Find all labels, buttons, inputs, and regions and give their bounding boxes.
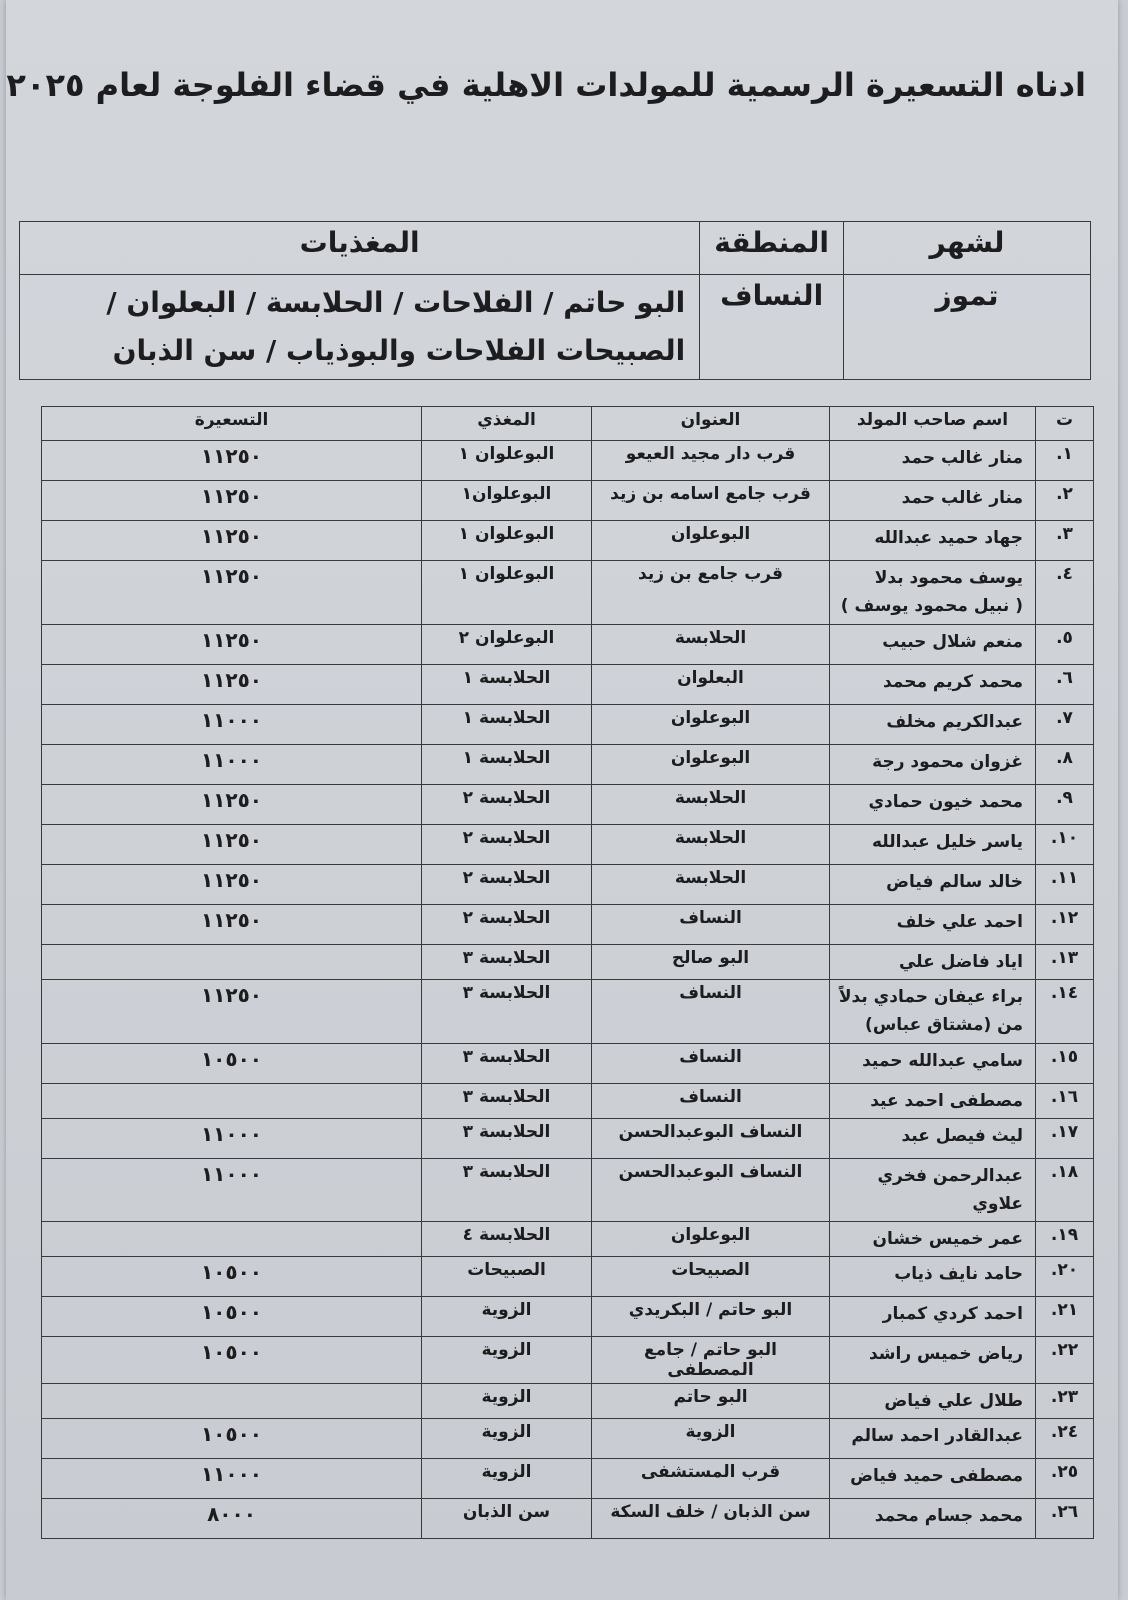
row-number: ٣. <box>1036 521 1094 561</box>
summary-header-feeders: المغذيات <box>20 222 700 275</box>
row-number: ٧. <box>1036 705 1094 745</box>
table-row <box>42 1044 1094 1084</box>
row-price <box>42 1384 422 1419</box>
owner-name: محمد كريم محمد <box>882 672 1023 692</box>
table-row <box>42 1384 1094 1419</box>
table-row <box>42 785 1094 825</box>
row-price: ١١٢٥٠ <box>42 441 422 481</box>
summary-table <box>19 221 1091 380</box>
row-number: ٢٦. <box>1036 1499 1094 1539</box>
generators-header-row <box>42 407 1094 441</box>
row-feeder: الحلابسة ٣ <box>422 1044 592 1084</box>
row-number: ٢٢. <box>1036 1337 1094 1384</box>
owner-name: عبدالقادر احمد سالم <box>851 1426 1023 1446</box>
row-address: قرب جامع اسامه بن زيد <box>592 481 830 521</box>
row-address: البوعلوان <box>592 705 830 745</box>
row-address: الحلابسة <box>592 625 830 665</box>
document-page <box>6 0 1118 1600</box>
table-row <box>42 1419 1094 1459</box>
row-owner <box>830 1222 1036 1257</box>
table-row <box>42 1459 1094 1499</box>
table-row <box>42 441 1094 481</box>
owner-name: عبدالكريم مخلف <box>886 712 1023 732</box>
owner-name: اياد فاضل علي <box>898 952 1023 972</box>
row-address: النساف <box>592 980 830 1044</box>
row-address: البوعلوان <box>592 1222 830 1257</box>
row-address: البعلوان <box>592 665 830 705</box>
row-number: ٨. <box>1036 745 1094 785</box>
summary-header-area: المنطقة <box>700 222 844 275</box>
row-owner <box>830 865 1036 905</box>
row-feeder: الحلابسة ٣ <box>422 1084 592 1119</box>
row-address: الحلابسة <box>592 825 830 865</box>
summary-header-row <box>20 222 1091 275</box>
row-feeder: الحلابسة ٣ <box>422 945 592 980</box>
row-owner <box>830 1044 1036 1084</box>
row-price: ١١٠٠٠ <box>42 745 422 785</box>
row-feeder: الصبيحات <box>422 1257 592 1297</box>
row-number: ١٦. <box>1036 1084 1094 1119</box>
row-number: ١٢. <box>1036 905 1094 945</box>
summary-month: تموز <box>844 275 1091 380</box>
owner-name: محمد جسام محمد <box>874 1506 1023 1526</box>
row-number: ٩. <box>1036 785 1094 825</box>
owner-name-note: ( نبيل محمود يوسف ) <box>840 596 1023 616</box>
row-price: ١٠٥٠٠ <box>42 1257 422 1297</box>
row-price: ١٠٥٠٠ <box>42 1044 422 1084</box>
row-number: ٦. <box>1036 665 1094 705</box>
row-address: النساف البوعبدالحسن <box>592 1159 830 1222</box>
row-address: قرب دار مجيد العيعو <box>592 441 830 481</box>
owner-name: منعم شلال حبيب <box>882 632 1023 652</box>
row-price <box>42 945 422 980</box>
row-price: ١١٢٥٠ <box>42 561 422 625</box>
row-price: ١١٢٥٠ <box>42 521 422 561</box>
generators-table-body <box>42 441 1094 1539</box>
row-owner <box>830 945 1036 980</box>
row-owner <box>830 625 1036 665</box>
table-row <box>42 705 1094 745</box>
row-owner <box>830 785 1036 825</box>
owner-name: احمد علي خلف <box>896 912 1023 932</box>
header-price: التسعيرة <box>42 407 422 441</box>
row-address: البو حاتم <box>592 1384 830 1419</box>
row-owner <box>830 1159 1036 1222</box>
header-owner: اسم صاحب المولد <box>830 407 1036 441</box>
row-feeder: الحلابسة ٣ <box>422 1119 592 1159</box>
row-price: ١١٠٠٠ <box>42 1159 422 1222</box>
table-row <box>42 745 1094 785</box>
row-price: ١١٢٥٠ <box>42 980 422 1044</box>
row-address: البو صالح <box>592 945 830 980</box>
owner-name: مصطفى احمد عيد <box>870 1091 1023 1111</box>
table-row <box>42 561 1094 625</box>
row-number: ١٥. <box>1036 1044 1094 1084</box>
row-number: ٢٠. <box>1036 1257 1094 1297</box>
summary-feeders <box>20 275 700 380</box>
table-row <box>42 1297 1094 1337</box>
row-owner <box>830 745 1036 785</box>
row-price: ١١٢٥٠ <box>42 481 422 521</box>
row-feeder: الحلابسة ٣ <box>422 1159 592 1222</box>
row-feeder: البوعلوان ٢ <box>422 625 592 665</box>
row-owner <box>830 1257 1036 1297</box>
table-row <box>42 481 1094 521</box>
row-owner <box>830 561 1036 625</box>
row-number: ١٧. <box>1036 1119 1094 1159</box>
owner-name: غزوان محمود رجة <box>872 752 1023 772</box>
summary-body-row <box>20 275 1091 380</box>
row-feeder: الحلابسة ٢ <box>422 825 592 865</box>
row-owner <box>830 705 1036 745</box>
row-feeder: الحلابسة ٣ <box>422 980 592 1044</box>
row-number: ٢١. <box>1036 1297 1094 1337</box>
table-row <box>42 1084 1094 1119</box>
row-feeder: الحلابسة ٤ <box>422 1222 592 1257</box>
row-number: ١٨. <box>1036 1159 1094 1222</box>
row-feeder: الحلابسة ٢ <box>422 905 592 945</box>
header-feeder: المغذي <box>422 407 592 441</box>
row-feeder: الزوية <box>422 1384 592 1419</box>
table-row <box>42 1119 1094 1159</box>
owner-name: عمر خميس خشان <box>872 1229 1023 1249</box>
row-price: ٨٠٠٠ <box>42 1499 422 1539</box>
document-title: ادناه التسعيرة الرسمية للمولدات الاهلية في قضاء الفلوجة لعام ٢٠٢٥ <box>6 66 1086 104</box>
table-row <box>42 625 1094 665</box>
row-number: ١. <box>1036 441 1094 481</box>
summary-area: النساف <box>700 275 844 380</box>
row-owner <box>830 1384 1036 1419</box>
table-row <box>42 865 1094 905</box>
row-address: الزوية <box>592 1419 830 1459</box>
row-price <box>42 1084 422 1119</box>
row-owner <box>830 1119 1036 1159</box>
summary-header-month: لشهر <box>844 222 1091 275</box>
row-address: النساف البوعبدالحسن <box>592 1119 830 1159</box>
table-row <box>42 1337 1094 1384</box>
row-price: ١١٢٥٠ <box>42 865 422 905</box>
row-price: ١٠٥٠٠ <box>42 1337 422 1384</box>
owner-name-note: من (مشتاق عباس) <box>865 1015 1023 1035</box>
row-address: البو حاتم / جامع المصطفى <box>592 1337 830 1384</box>
header-address: العنوان <box>592 407 830 441</box>
row-feeder: سن الذبان <box>422 1499 592 1539</box>
table-row <box>42 1222 1094 1257</box>
row-owner <box>830 1419 1036 1459</box>
owner-name: محمد خيون حمادي <box>868 792 1023 812</box>
owner-name: رياض خميس راشد <box>868 1344 1023 1364</box>
row-address: البوعلوان <box>592 745 830 785</box>
row-address: النساف <box>592 1044 830 1084</box>
row-price: ١٠٥٠٠ <box>42 1297 422 1337</box>
row-feeder: البوعلوان ١ <box>422 521 592 561</box>
row-number: ٢٣. <box>1036 1384 1094 1419</box>
row-owner <box>830 481 1036 521</box>
row-address: البوعلوان <box>592 521 830 561</box>
owner-name: احمد كردي كمبار <box>882 1304 1023 1324</box>
row-number: ١٩. <box>1036 1222 1094 1257</box>
row-number: ٥. <box>1036 625 1094 665</box>
row-price: ١١٢٥٠ <box>42 905 422 945</box>
owner-name: مصطفى حميد فياض <box>850 1466 1023 1486</box>
row-number: ١١. <box>1036 865 1094 905</box>
row-feeder: الزوية <box>422 1419 592 1459</box>
row-owner <box>830 665 1036 705</box>
row-feeder: البوعلوان ١ <box>422 561 592 625</box>
row-number: ١٠. <box>1036 825 1094 865</box>
owner-name: جهاد حميد عبدالله <box>874 528 1023 548</box>
row-feeder: البوعلوان١ <box>422 481 592 521</box>
row-feeder: البوعلوان ١ <box>422 441 592 481</box>
row-number: ٢٤. <box>1036 1419 1094 1459</box>
row-address: الصبيحات <box>592 1257 830 1297</box>
row-owner <box>830 1297 1036 1337</box>
row-number: ١٣. <box>1036 945 1094 980</box>
row-number: ٤. <box>1036 561 1094 625</box>
table-row <box>42 945 1094 980</box>
row-price <box>42 1222 422 1257</box>
row-price: ١١٠٠٠ <box>42 1119 422 1159</box>
row-owner <box>830 1084 1036 1119</box>
owner-name: يوسف محمود بدلا <box>874 568 1023 588</box>
owner-name: عبدالرحمن فخري علاوي <box>877 1166 1023 1214</box>
row-address: النساف <box>592 905 830 945</box>
row-feeder: الحلابسة ٢ <box>422 785 592 825</box>
row-address: قرب جامع بن زيد <box>592 561 830 625</box>
row-owner <box>830 980 1036 1044</box>
row-owner <box>830 905 1036 945</box>
row-price: ١١٢٥٠ <box>42 625 422 665</box>
owner-name: حامد نايف ذياب <box>894 1264 1023 1284</box>
row-address: النساف <box>592 1084 830 1119</box>
generators-table <box>41 406 1094 1539</box>
row-price: ١١٠٠٠ <box>42 1459 422 1499</box>
row-feeder: الحلابسة ١ <box>422 665 592 705</box>
row-owner <box>830 1499 1036 1539</box>
row-owner <box>830 1459 1036 1499</box>
owner-name: براء عيفان حمادي بدلاً <box>838 987 1023 1007</box>
table-row <box>42 825 1094 865</box>
owner-name: ياسر خليل عبدالله <box>871 832 1023 852</box>
row-address: البو حاتم / البكريدي <box>592 1297 830 1337</box>
summary-feeders-line-2: الصبيحات الفلاحات والبوذياب / سن الذبان <box>112 334 686 367</box>
row-price: ١٠٥٠٠ <box>42 1419 422 1459</box>
row-feeder: الحلابسة ١ <box>422 705 592 745</box>
row-owner <box>830 1337 1036 1384</box>
row-feeder: الحلابسة ٢ <box>422 865 592 905</box>
owner-name: منار غالب حمد <box>901 488 1023 508</box>
row-number: ١٤. <box>1036 980 1094 1044</box>
table-row <box>42 980 1094 1044</box>
row-feeder: الزوية <box>422 1337 592 1384</box>
row-owner <box>830 825 1036 865</box>
row-number: ٢. <box>1036 481 1094 521</box>
table-row <box>42 665 1094 705</box>
row-feeder: الحلابسة ١ <box>422 745 592 785</box>
owner-name: خالد سالم فياض <box>886 872 1023 892</box>
table-row <box>42 1159 1094 1222</box>
header-num: ت <box>1036 407 1094 441</box>
row-price: ١١٢٥٠ <box>42 825 422 865</box>
owner-name: طلال علي فياض <box>884 1391 1023 1411</box>
owner-name: سامي عبدالله حميد <box>862 1051 1023 1071</box>
table-row <box>42 1499 1094 1539</box>
row-owner <box>830 521 1036 561</box>
row-address: سن الذبان / خلف السكة <box>592 1499 830 1539</box>
row-address: الحلابسة <box>592 865 830 905</box>
table-row <box>42 521 1094 561</box>
row-number: ٢٥. <box>1036 1459 1094 1499</box>
owner-name: منار غالب حمد <box>901 448 1023 468</box>
row-feeder: الزوية <box>422 1459 592 1499</box>
row-address: قرب المستشفى <box>592 1459 830 1499</box>
row-owner <box>830 441 1036 481</box>
table-row <box>42 1257 1094 1297</box>
owner-name: ليث فيصل عبد <box>901 1126 1023 1146</box>
row-address: الحلابسة <box>592 785 830 825</box>
row-price: ١١٢٥٠ <box>42 785 422 825</box>
table-row <box>42 905 1094 945</box>
row-price: ١١٢٥٠ <box>42 665 422 705</box>
row-price: ١١٠٠٠ <box>42 705 422 745</box>
row-feeder: الزوية <box>422 1297 592 1337</box>
summary-feeders-line-1: البو حاتم / الفلاحات / الحلابسة / البعلوان / <box>106 286 686 319</box>
